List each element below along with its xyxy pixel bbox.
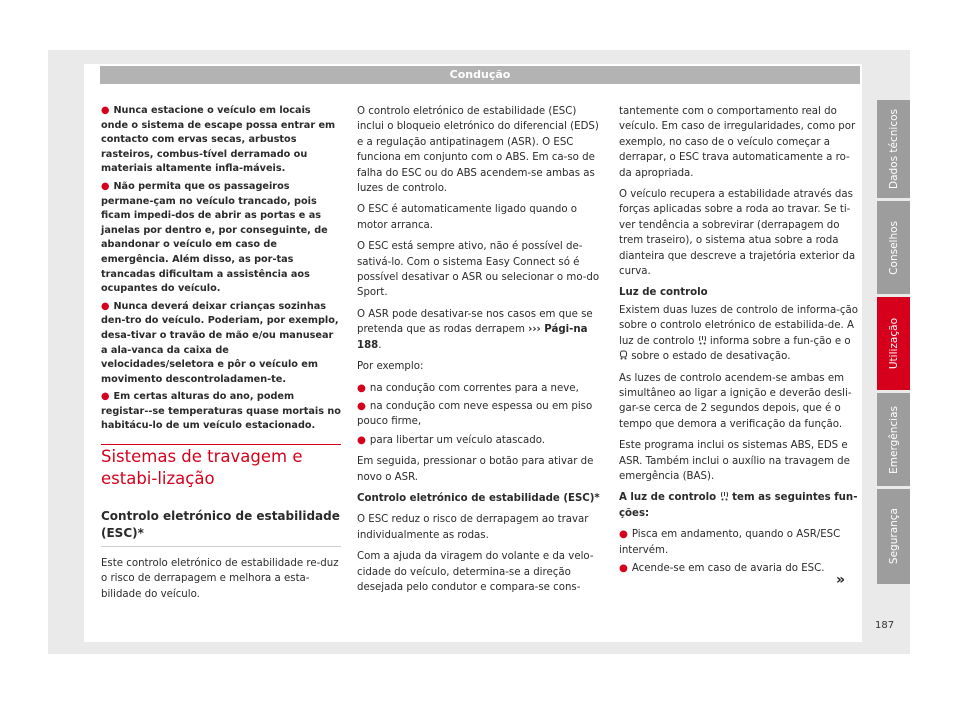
bullet-icon: ● [101,300,110,312]
paragraph: tantemente com o comportamento real do veículo. Em caso de irregularidades, como por exemplo, no caso de o veículo começar a derrapar, o ESC trava automaticamente a ro-da apropriada. [619,106,856,179]
section-title: Sistemas de travagem e estabi-lização [101,447,303,488]
subsection-title: Controlo eletrónico de estabilidade (ESC)* [101,508,341,547]
paragraph: O ESC está sempre ativo, não é possível de-sativá-lo. Com o sistema Easy Connect só é possível desativar o ASR ou selecionar o mo-do Sport. [357,241,600,299]
bullet-icon: ● [101,391,110,403]
intro-paragraph: Este controlo eletrónico de estabilidade re-duz o risco de derrapagem e melhora a esta-bilidade do veículo. [101,558,339,600]
paragraph-heading: Luz de controlo [619,287,708,299]
tab-conselhos[interactable]: Conselhos [877,201,910,294]
bullet-icon: ● [357,400,366,412]
bullet-icon: ● [101,180,110,192]
tab-dados-tecnicos[interactable]: Dados técnicos [877,100,910,198]
paragraph: Existem duas luzes de controlo de informa-ção sobre o controlo eletrónico de estabilida-de. A luz de controlo informa sobre a fun-ção e o sobre o estado de desativação. [619,304,858,363]
bullet-icon: ● [619,529,628,541]
bullet-icon: ● [357,434,366,446]
column-2 [357,104,603,601]
column-1 [101,104,341,445]
paragraph: O ESC é automaticamente ligado quando o motor arranca. [357,204,578,231]
page-number: 187 [875,620,895,631]
tab-seguranca[interactable]: Segurança [877,489,910,584]
warning-item: ● Nunca estacione o veículo em locais onde o sistema de escape possa entrar em contacto com ervas secas, arbustos rasteiros, combus-tível derramado ou materiais altamente infla-máveis. [101,105,336,175]
paragraph: Este programa inclui os sistemas ABS, EDS e ASR. Também inclui o auxílio na travagem de emergência (BAS). [619,440,850,482]
paragraph: Por exemplo: [357,361,424,373]
warning-box [101,104,341,445]
paragraph: O ESC reduz o risco de derrapagem ao travar individualmente as rodas. [357,514,589,541]
tab-emergencias[interactable]: Emergências [877,393,910,486]
warning-item: ● Não permita que os passageiros permane-çam no veículo trancado, pois ficam impedi-dos de abrir as portas e as janelas por dentro e, por conseguinte, de abandonar o veículo em caso de emergência. Além disso, as por-tas trancadas dificultam a assistência aos ocupantes do veículo. [101,180,328,295]
paragraph: O ASR pode desativar-se nos casos em que se pretenda que as rodas derrapem ››› Pági-na 188. [357,308,593,351]
side-tabs [877,100,910,587]
column-3 [619,104,859,579]
list-item: ● para libertar um veículo atascado. [357,434,546,446]
list-item: ● na condução com neve espessa ou em piso pouco firme, [357,400,593,428]
paragraph: As luzes de controlo acendem-se ambas em simultâneo ao ligar a ignição e deverão desli-gar-se cerca de 2 segundos depois, que é o tempo que demora a verificação da função. [619,372,852,430]
tab-utilizacao[interactable]: Utilização [877,297,910,390]
list-item: ● Acende-se em caso de avaria do ESC. [619,562,825,574]
page-reference-link[interactable]: ››› Pági-na 188 [357,324,588,351]
bullet-icon: ● [619,562,628,574]
list-item: ● Pisca em andamento, quando o ASR/ESC intervém. [619,529,841,556]
bullet-icon: ● [357,382,366,394]
bullet-icon: ● [101,105,110,116]
paragraph: Com a ajuda da viragem do volante e da velo-cidade do veículo, determina-se a direção desejada pelo condutor e compara-se cons- [357,551,594,593]
warning-item: ● Nunca deverá deixar crianças sozinhas den-tro do veículo. Poderiam, por exemplo, desa-tivar o travão de mão e/ou manusear a ala-vanca da caixa de velocidades/seletora e pôr o veículo em movimento descontroladamen-te. [101,300,339,385]
esc-off-light-icon [619,350,628,360]
esc-warning-light-icon [720,491,729,501]
paragraph-heading: A luz de controlo tem as seguintes fun-ções: [619,492,858,519]
running-header: Condução [100,66,860,84]
paragraph-heading: Controlo eletrónico de estabilidade (ESC)* [357,492,600,504]
warning-item: ● Em certas alturas do ano, podem registar--se temperaturas quase mortais no habitácu-lo de um veículo estacionado. [101,391,341,432]
paragraph: O controlo eletrónico de estabilidade (ESC) inclui o bloqueio eletrónico do diferencial (EDS) e a regulação antipatinagem (ASR). O ESC funciona em conjunto com o ABS. Em ca-so de falha do ESC ou do ABS acendem-se ambas as luzes de controlo. [357,106,599,195]
continue-marker: » [836,572,846,588]
paragraph: Em seguida, pressionar o botão para ativar de novo o ASR. [357,456,594,483]
paragraph: O veículo recupera a estabilidade através das forças aplicadas sobre a roda ao travar. Se ti-ver tendência a sobrevirar (derrapagem do trem traseiro), o sistema atua sobre a roda dianteira que descreve a trajetória exterior da curva. [619,189,856,278]
esc-warning-light-icon [698,335,707,345]
list-item: ● na condução com correntes para a neve, [357,382,579,394]
